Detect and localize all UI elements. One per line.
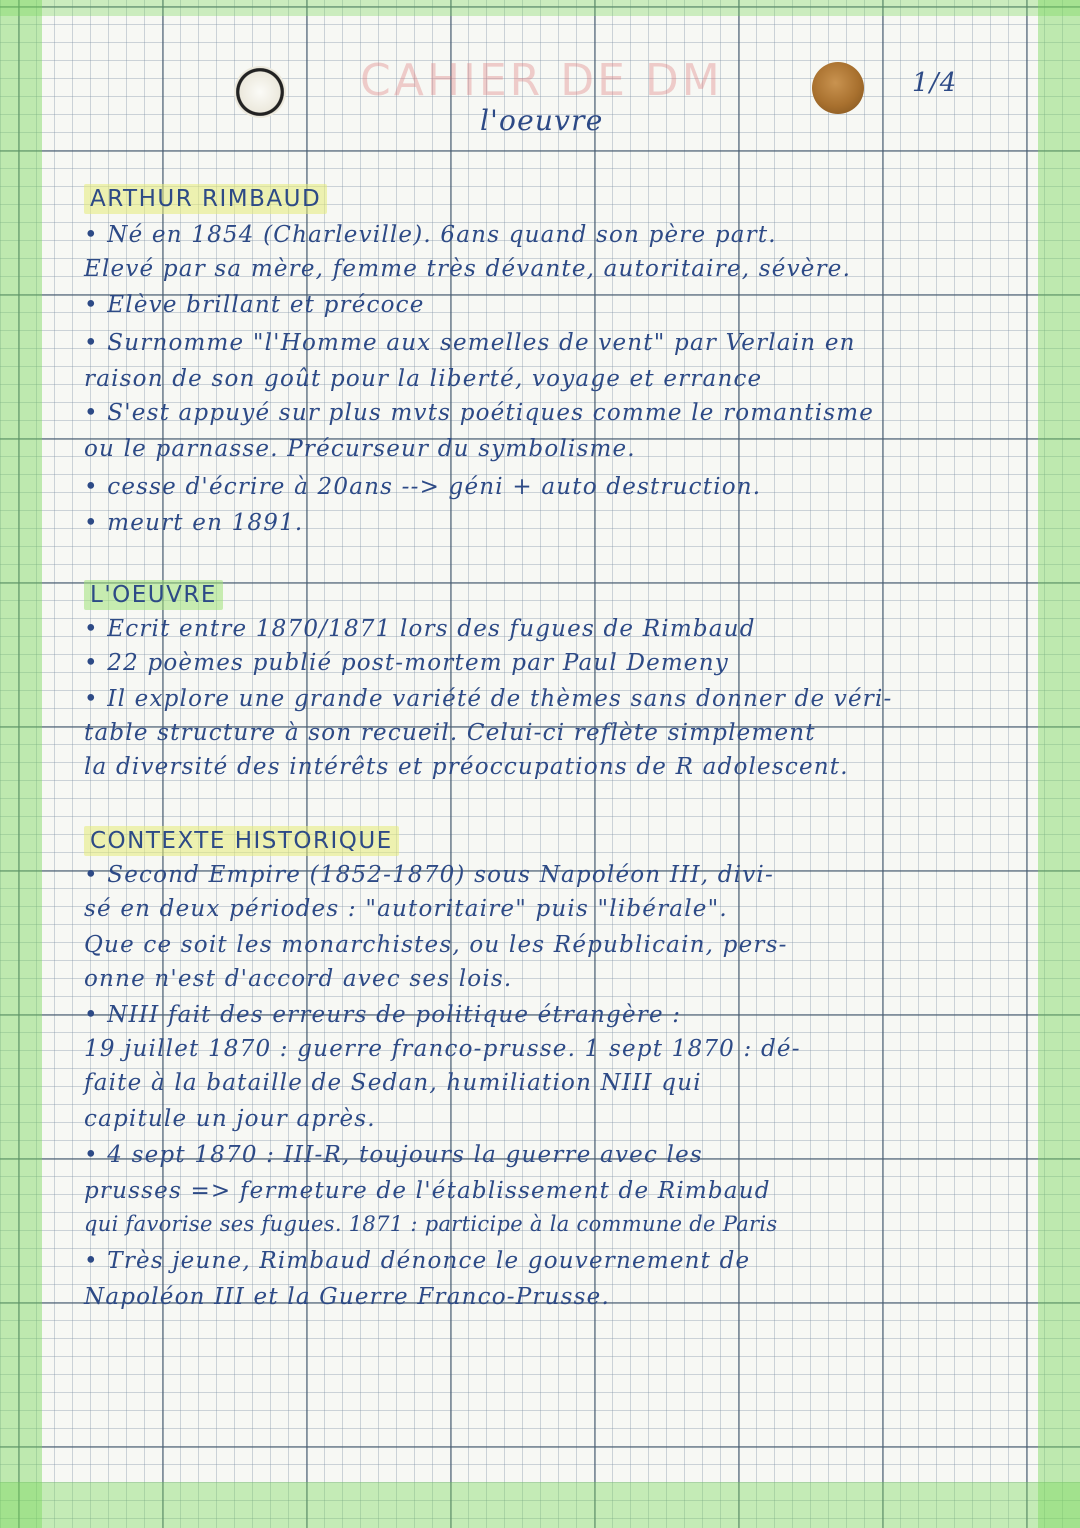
text-line: Napoléon III et la Guerre Franco-Prusse.: [84, 1284, 610, 1310]
text-line: qui favorise ses fugues. 1871 : participe à la commune de Paris: [84, 1212, 778, 1236]
text-line: • S'est appuyé sur plus mvts poétiques comme le romantisme: [84, 400, 875, 426]
text-line: • Elève brillant et précoce: [84, 292, 425, 318]
text-line: • cesse d'écrire à 20ans --> géni + auto destruction.: [84, 474, 762, 500]
text-line: • 4 sept 1870 : III-R, toujours la guerre avec les: [84, 1142, 703, 1168]
section-heading-rimbaud: ARTHUR RIMBAUD: [84, 184, 327, 214]
text-line: prusses => fermeture de l'établissement de Rimbaud: [84, 1178, 771, 1204]
text-line: faite à la bataille de Sedan, humiliation NIII qui: [84, 1070, 702, 1096]
punch-hole-right: [812, 62, 864, 114]
text-line: • Ecrit entre 1870/1871 lors des fugues de Rimbaud: [84, 616, 756, 642]
left-green-margin: [0, 0, 42, 1528]
text-line: • Surnomme "l'Homme aux semelles de vent" par Verlain en: [84, 330, 856, 356]
section-heading-contexte: CONTEXTE HISTORIQUE: [84, 826, 399, 856]
text-line: raison de son goût pour la liberté, voyage et errance: [84, 366, 763, 392]
text-line: • 22 poèmes publié post-mortem par Paul Demeny: [84, 650, 729, 676]
text-line: • meurt en 1891.: [84, 510, 304, 536]
text-line: onne n'est d'accord avec ses lois.: [84, 966, 513, 992]
text-line: 19 juillet 1870 : guerre franco-prusse. 1 sept 1870 : dé-: [84, 1036, 801, 1062]
text-line: Elevé par sa mère, femme très dévante, autoritaire, sévère.: [84, 256, 852, 282]
text-line: Que ce soit les monarchistes, ou les Républicain, pers-: [84, 932, 788, 958]
text-line: la diversité des intérêts et préoccupations de R adolescent.: [84, 754, 849, 780]
faint-title: CAHIER DE DM: [360, 55, 723, 106]
text-line: sé en deux périodes : "autoritaire" puis "libérale".: [84, 896, 728, 922]
page-number: 1/4: [912, 68, 958, 98]
text-line: • Très jeune, Rimbaud dénonce le gouvernement de: [84, 1248, 751, 1274]
text-line: table structure à son recueil. Celui-ci reflète simplement: [84, 720, 816, 746]
text-line: • Second Empire (1852-1870) sous Napoléon III, divi-: [84, 862, 774, 888]
bottom-green-band: [0, 1482, 1080, 1528]
text-line: • Il explore une grande variété de thèmes sans donner de véri-: [84, 686, 893, 712]
page-subtitle: l'oeuvre: [480, 104, 604, 137]
section-heading-oeuvre: L'OEUVRE: [84, 580, 223, 610]
text-line: capitule un jour après.: [84, 1106, 376, 1132]
text-line: • NIII fait des erreurs de politique étrangère :: [84, 1002, 682, 1028]
punch-hole-left: [234, 66, 286, 118]
text-line: • Né en 1854 (Charleville). 6ans quand son père part.: [84, 222, 777, 248]
right-green-margin: [1038, 0, 1080, 1528]
text-line: ou le parnasse. Précurseur du symbolisme.: [84, 436, 636, 462]
top-green-band: [0, 0, 1080, 16]
